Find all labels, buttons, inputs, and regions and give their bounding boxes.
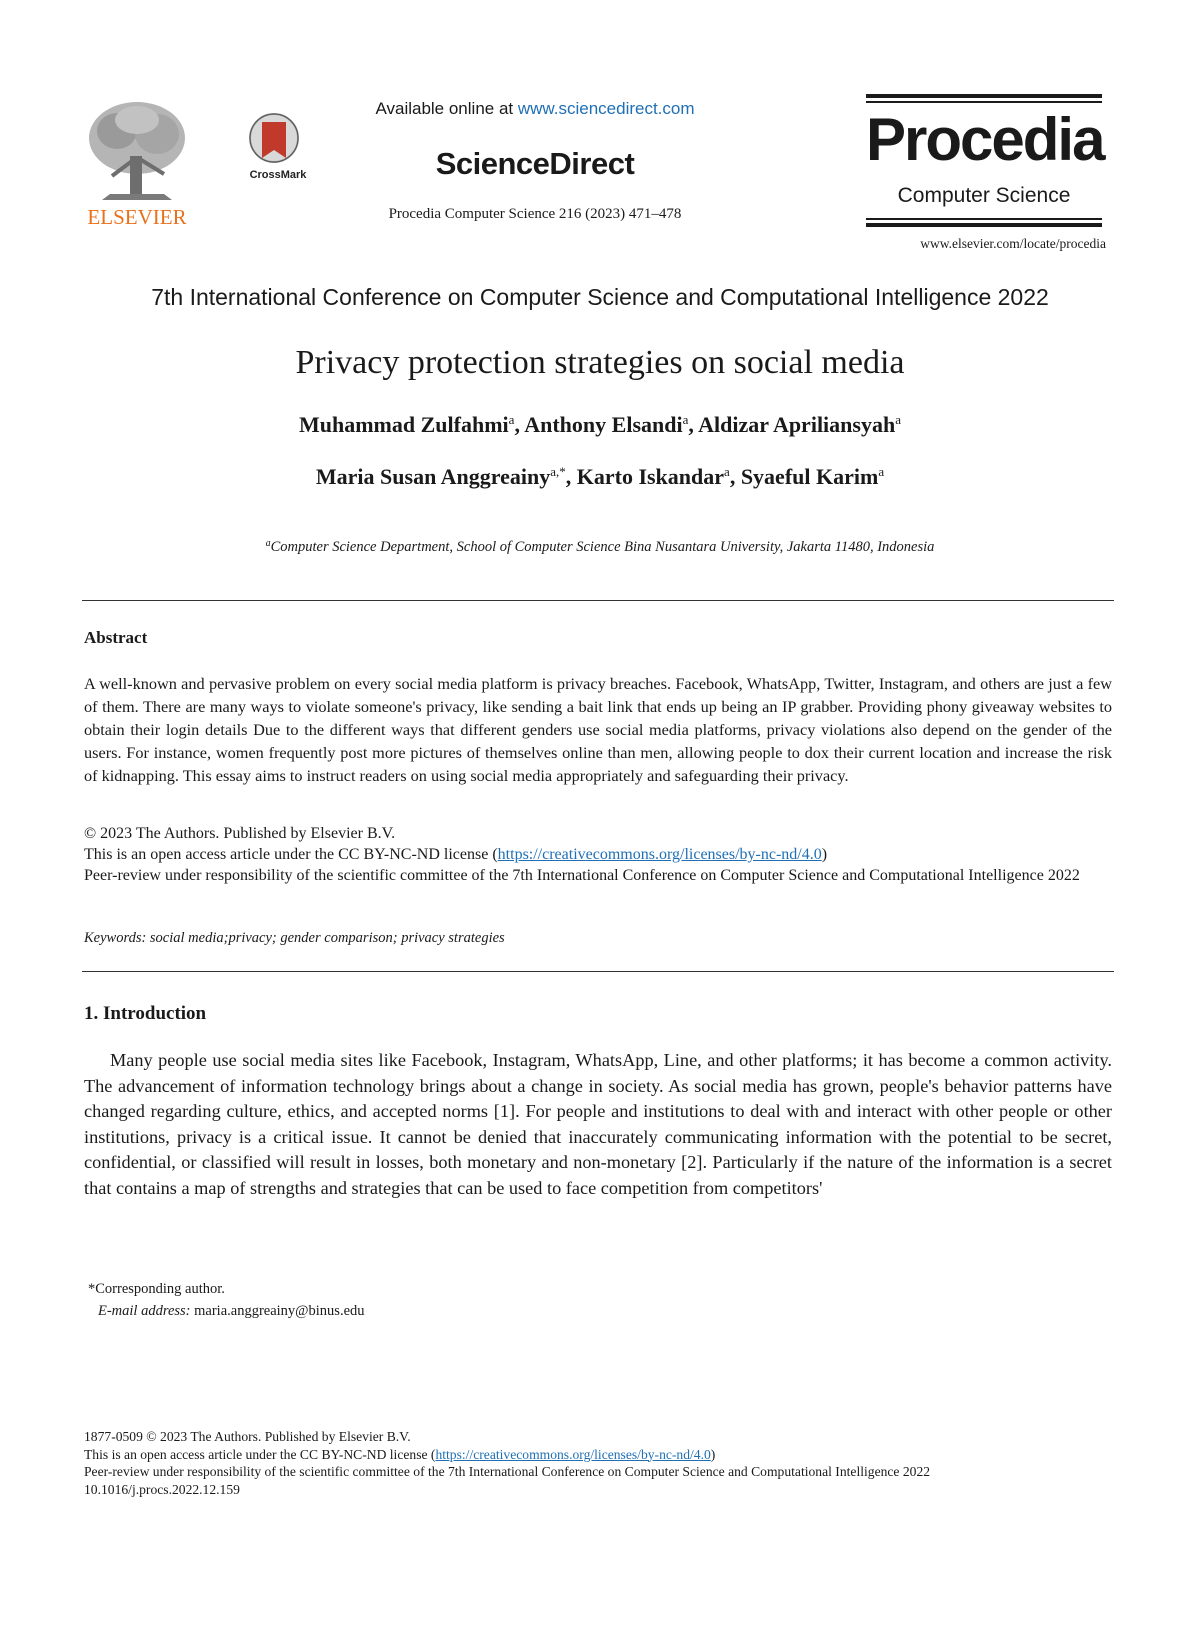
conference-name: 7th International Conference on Computer Science and Computational Intelligence 2022 (151, 284, 1049, 310)
introduction-body: Many people use social media sites like Facebook, Instagram, WhatsApp, Line, and other platforms; it has become a common activity. The advancement of information technology brings about a change in society. As social media has grown, people's behavior patterns have changed regarding culture, ethics, and accepted norms [1]. For people and institutions to deal with and interact with other people or other institutions, privacy is a critical issue. It cannot be denied that inaccurately communicating information with the potential to be secret, confidential, or classified will result in losses, both monetary and non-monetary [2]. Particularly if the nature of the information is a secret that contains a map of strengths and strategies that can be used to face competition from competitors' (84, 1050, 1112, 1198)
abstract-body: A well-known and pervasive problem on every social media platform is privacy breaches. Facebook, WhatsApp, Twitter, Instagram, and others are just a few of them. There are many ways to violate someone's privacy, like sending a bait link that ends up being an IP grabber. Providing phony giveaway websites to obtain their login details Due to the different ways that different genders use social media platforms, privacy violations also depend on the gender of the users. For instance, women frequently post more pictures of themselves online than men, allowing people to dox their current location and increase the risk of kidnapping. This essay aims to instruct readers on using social media appropriately and safeguarding their privacy. (84, 674, 1112, 785)
copyright-line: © 2023 The Authors. Published by Elsevier B.V. (84, 825, 396, 842)
author: Karto Iskandar$^a$, (576, 464, 741, 489)
svg-text:CrossMark: CrossMark (249, 169, 307, 181)
journal-reference: Procedia Computer Science 216 (2023) 471–478 (388, 206, 682, 222)
crossmark-badge[interactable] (244, 112, 312, 182)
author: Anthony Elsandi$^a$, (524, 412, 699, 437)
section-divider-top (82, 600, 1114, 601)
procedia-top-rule (866, 94, 1102, 98)
abstract-heading: Abstract (84, 628, 148, 647)
crossmark-icon (244, 112, 312, 182)
sciencedirect-wordmark: ScienceDirect (435, 146, 635, 181)
elsevier-tree-icon (82, 96, 192, 232)
keywords: Keywords: social media;privacy; gender comparison; privacy strategies (84, 930, 505, 946)
svg-text:ELSEVIER: ELSEVIER (87, 205, 187, 229)
footer-license-link[interactable]: https://creativecommons.org/licenses/by-nc-nd/4.0 (435, 1446, 711, 1462)
page-footer (84, 1428, 1124, 1498)
email-label: E-mail address: (98, 1303, 191, 1319)
procedia-subtitle: Computer Science (897, 184, 1071, 207)
footer-peer-review: Peer-review under responsibility of the scientific committee of the 7th International Conference on Computer Science and Computational Intelligence 2022 (84, 1464, 931, 1479)
peer-review-line: Peer-review under responsibility of the scientific committee of the 7th International Conference on Computer Science and Computational Intelligence 2022 (84, 867, 1080, 884)
email-address[interactable]: maria.anggreainy@binus.edu (194, 1303, 365, 1319)
paper-title: Privacy protection strategies on social media (295, 344, 905, 381)
footer-license-line: This is an open access article under the CC BY-NC-ND license (https://creativecommons.org/licenses/by-nc-nd/4.0) (84, 1446, 716, 1462)
procedia-logo (866, 94, 1102, 230)
procedia-bottom-rule-thin (866, 218, 1102, 220)
elsevier-logo (82, 96, 192, 232)
available-online (330, 99, 740, 119)
corresponding-author-note: *Corresponding author. (88, 1281, 225, 1297)
sciencedirect-link[interactable]: www.sciencedirect.com (517, 99, 695, 118)
email-line (98, 1303, 365, 1320)
copyright-block (84, 823, 1112, 886)
doi[interactable]: 10.1016/j.procs.2022.12.159 (84, 1481, 240, 1497)
procedia-bottom-rule (866, 223, 1102, 227)
affiliation: $^a$Computer Science Department, School of Computer Science Bina Nusantara University, Jakarta 11480, Indonesia (265, 538, 935, 555)
procedia-top-rule-thin (866, 101, 1102, 103)
author-list-line-1 (70, 412, 1130, 438)
introduction-heading: 1. Introduction (84, 1003, 207, 1024)
section-divider-bottom (82, 971, 1114, 972)
author: Muhammad Zulfahmi$^a$, (299, 412, 525, 437)
author-list-line-2 (70, 464, 1130, 490)
procedia-title: Procedia (866, 106, 1104, 173)
available-prefix: Available online at (375, 99, 518, 118)
license-link[interactable]: https://creativecommons.org/licenses/by-nc-nd/4.0 (497, 846, 822, 863)
author: Maria Susan Anggreainy$^{a,*}$, (315, 464, 577, 489)
license-line: This is an open access article under the CC BY-NC-ND license (https://creativecommons.org/licenses/by-nc-nd/4.0) (84, 846, 828, 863)
issn-line: 1877-0509 © 2023 The Authors. Published by Elsevier B.V. (84, 1429, 411, 1444)
author: Syaeful Karim$^a$ (740, 464, 885, 489)
journal-url[interactable]: www.elsevier.com/locate/procedia (920, 236, 1106, 251)
author: Aldizar Apriliansyah$^a$ (698, 412, 901, 437)
